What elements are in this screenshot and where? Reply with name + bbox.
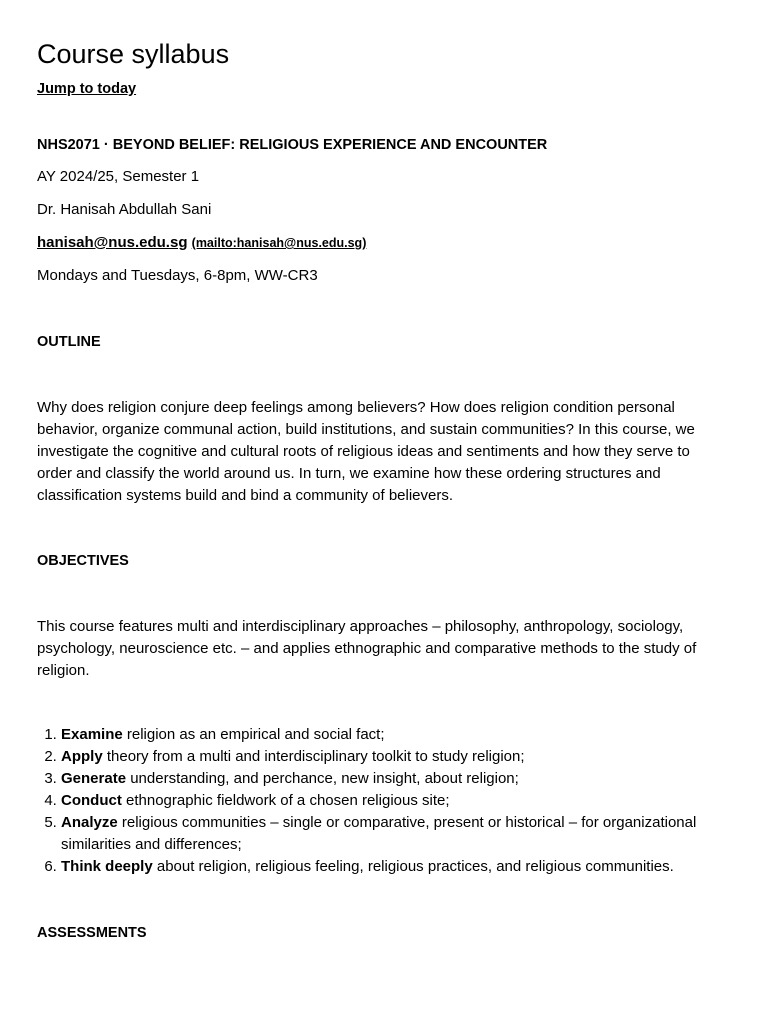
objective-item [61, 856, 728, 878]
instructor-mailto-link[interactable]: (mailto:hanisah@nus.edu.sg) [191, 236, 367, 250]
instructor-name: Dr. Hanisah Abdullah Sani [37, 201, 212, 218]
objectives-heading: OBJECTIVES [37, 553, 129, 569]
instructor-email-line [37, 232, 728, 254]
course-code-title: NHS2071 · BEYOND BELIEF: RELIGIOUS EXPERIENCE AND ENCOUNTER [37, 137, 548, 153]
objectives-list [37, 724, 728, 878]
objective-item [61, 724, 728, 746]
objective-item [61, 746, 728, 768]
instructor-email-link[interactable]: hanisah@nus.edu.sg [37, 234, 188, 251]
objective-text: understanding, and perchance, new insight, about religion; [126, 770, 519, 787]
objective-text: theory from a multi and interdisciplinary toolkit to study religion; [102, 748, 525, 765]
objective-text: religion as an empirical and social fact; [122, 726, 385, 743]
outline-heading: OUTLINE [37, 334, 101, 350]
objective-verb: Examine [61, 726, 123, 743]
course-term: AY 2024/25, Semester 1 [37, 168, 200, 185]
objective-verb: Conduct [61, 792, 122, 809]
outline-text: Why does religion conjure deep feelings among believers? How does religion condition personal behavior, organize communal action, build institutions, and sustain communities? In this course, we investigate the cognitive and cultural roots of religious ideas and sentiments and how they serve to order and classify the world around us. In turn, we examine how these ordering structures and classification systems build and bind a community of believers. [37, 399, 695, 504]
objective-verb: Apply [61, 748, 103, 765]
objective-text: about religion, religious feeling, religious practices, and religious communities. [152, 858, 674, 875]
objectives-intro: This course features multi and interdisciplinary approaches – philosophy, anthropology, sociology, psychology, neuroscience etc. – and applies ethnographic and comparative methods to the study of religion. [37, 618, 697, 679]
objective-verb: Generate [61, 770, 127, 787]
assessments-heading: ASSESSMENTS [37, 925, 147, 941]
objective-item [61, 768, 728, 790]
objective-text: ethnographic fieldwork of a chosen religious site; [121, 792, 450, 809]
objective-item [61, 812, 728, 856]
class-schedule: Mondays and Tuesdays, 6-8pm, WW-CR3 [37, 267, 318, 284]
objective-verb: Analyze [61, 814, 118, 831]
objective-verb: Think deeply [61, 858, 153, 875]
objective-item [61, 790, 728, 812]
objective-text: religious communities – single or comparative, present or historical – for organizational similarities and differences; [61, 814, 697, 853]
page-title: Course syllabus [37, 39, 230, 69]
jump-to-today-link[interactable]: Jump to today [37, 81, 137, 97]
